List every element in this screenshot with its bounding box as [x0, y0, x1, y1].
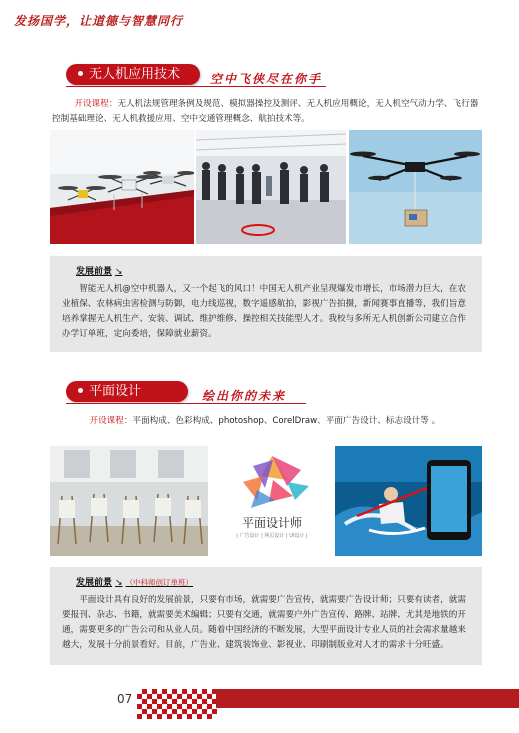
section1-underline — [66, 86, 326, 87]
footer-bar — [216, 689, 519, 708]
poster-subtitle: | 广告设计 | 网页设计 | UI设计 | — [236, 533, 308, 539]
section2-prospect-heading — [76, 576, 470, 593]
section2-underline — [66, 403, 306, 404]
arrow-down-right-icon: ↘ — [115, 267, 123, 277]
section2-tagline: 绘出你的未来 — [202, 389, 287, 403]
poster-title: 平面设计师 — [241, 516, 302, 530]
section2-prospect-box — [50, 567, 482, 665]
section2-course-text: 平面构成、色彩构成、photoshop、CorelDraw、平面广告设计、标志设计等 。 — [132, 416, 441, 426]
kayak-phone-ad-photo — [335, 446, 482, 556]
section1-course-label: 开设课程： — [74, 99, 118, 109]
section2-title-pill — [66, 381, 188, 402]
section2-prospect-note: （中科师创订单班） — [125, 578, 194, 587]
section1-title: 无人机应用技术 — [89, 67, 181, 82]
section2-prospect-title: 发展前景 — [76, 578, 113, 588]
checker-pattern-decoration — [137, 689, 217, 719]
page-number: 07 — [117, 692, 133, 706]
section2-course-label: 开设课程： — [89, 416, 133, 426]
section2-title: 平面设计 — [89, 384, 142, 399]
bullet-dot-icon — [78, 388, 83, 393]
delivery-drone-photo — [349, 130, 482, 244]
arrow-down-right-icon: ↘ — [115, 578, 123, 588]
section1-prospect-box — [50, 256, 482, 352]
bullet-dot-icon — [78, 71, 83, 76]
section1-title-pill — [66, 64, 200, 85]
section2-course-paragraph — [74, 414, 474, 429]
section1-prospect-heading — [76, 265, 470, 282]
drone-display-photo — [50, 130, 194, 244]
art-studio-easels-photo — [50, 446, 208, 556]
section1-course-text: 无人机法规管理条例及规范、模拟器操控及测评、无人机应用概论，无人机空气动力学、飞行器控制基础理论、无人机救援应用、空中交通管理概念、航拍技术等。 — [52, 99, 479, 124]
header-slogan: 发扬国学，让道德与智慧同行 — [14, 14, 184, 28]
section1-prospect-text: 智能无人机@空中机器人，又一个起飞的风口！中国无人机产业呈现爆发市增长，市场潜力巨大，在农业植保、农林病虫害检测与防御，电力线巡视，数字遥感航拍，影视广告拍摄，新闻赛事直播等，我们旨意培养掌握无人机生产、安装、调试、维护维修、操控相关技能型人才。我校与多所无人机创新公司建立合作办学订单班，定向委培，保障就业薪资。 — [62, 284, 466, 339]
section1-tagline: 空中飞侠尽在你手 — [210, 72, 323, 86]
section1-course-paragraph — [52, 97, 482, 127]
section1-prospect-title: 发展前景 — [76, 267, 113, 277]
section2-prospect-text: 平面设计具有良好的发展前景，只要有市场，就需要广告宣传，就需要广告设计师；只要有读者，就需要报刊、杂志、书籍，就需要美术编辑；只要有交通，就需要户外广告宣传、路牌、站牌、尤其是地铁的开通，需要更多的广告公司和从业人员。随着中国经济的不断发展，大型平面设计专业人员的社会需求量越来越大，发展十分前景看好。目前，广告业、建筑装饰业、影视业、印刷制版业对人才的需求十分旺盛。 — [62, 595, 466, 650]
designer-poster-photo — [213, 446, 331, 556]
drone-training-hall-photo — [196, 130, 346, 244]
